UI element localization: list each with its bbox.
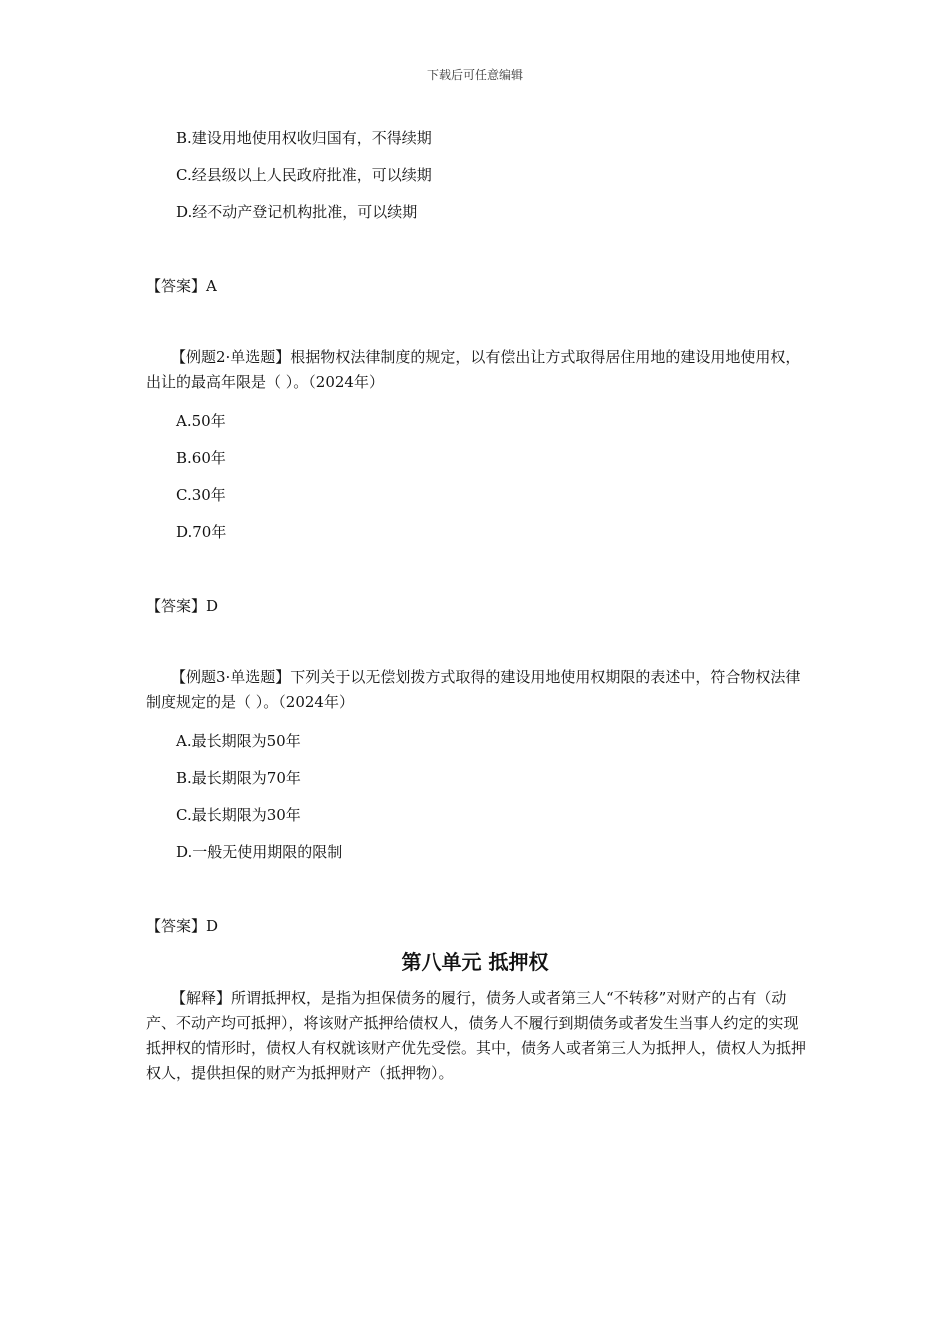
answer-1: 【答案】A (146, 277, 217, 295)
q2-option-c: C.30年 (176, 486, 226, 504)
option-d: D.经不动产登记机构批准，可以续期 (176, 203, 418, 221)
question-3: 【例题3·单选题】下列关于以无偿划拨方式取得的建设用地使用权期限的表述中，符合物权法律制度规定的是（ ）。（2024年） (146, 668, 801, 711)
answer-2: 【答案】D (146, 597, 219, 615)
option-c: C.经县级以上人民政府批准，可以续期 (176, 166, 432, 184)
q3-option-a: A.最长期限为50年 (176, 732, 301, 750)
q2-option-a: A.50年 (176, 412, 226, 430)
q3-option-c: C.最长期限为30年 (176, 806, 301, 824)
q3-option-d: D.一般无使用期限的限制 (176, 843, 343, 861)
page-header: 下载后可任意编辑 (426, 68, 523, 82)
question-2: 【例题2·单选题】根据物权法律制度的规定，以有偿出让方式取得居住用地的建设用地使用权，出让的最高年限是（ ）。（2024年） (146, 348, 801, 391)
q2-option-d: D.70年 (176, 523, 227, 541)
option-b: B.建设用地使用权收归国有，不得续期 (176, 129, 432, 147)
q3-option-b: B.最长期限为70年 (176, 769, 301, 787)
explanation-paragraph: 【解释】所谓抵押权，是指为担保债务的履行，债务人或者第三人“不转移”对财产的占有（动产、不动产均可抵押），将该财产抵押给债权人，债务人不履行到期债务或者发生当事人约定的实现抵押权的情形时，债权人有权就该财产优先受偿。其中，债务人或者第三人为抵押人，债权人为抵押权人，提供担保的财产为抵押财产（抵押物）。 (146, 989, 807, 1082)
section-title: 第八单元 抵押权 (401, 950, 549, 974)
answer-3: 【答案】D (146, 917, 219, 935)
q2-option-b: B.60年 (176, 449, 226, 467)
